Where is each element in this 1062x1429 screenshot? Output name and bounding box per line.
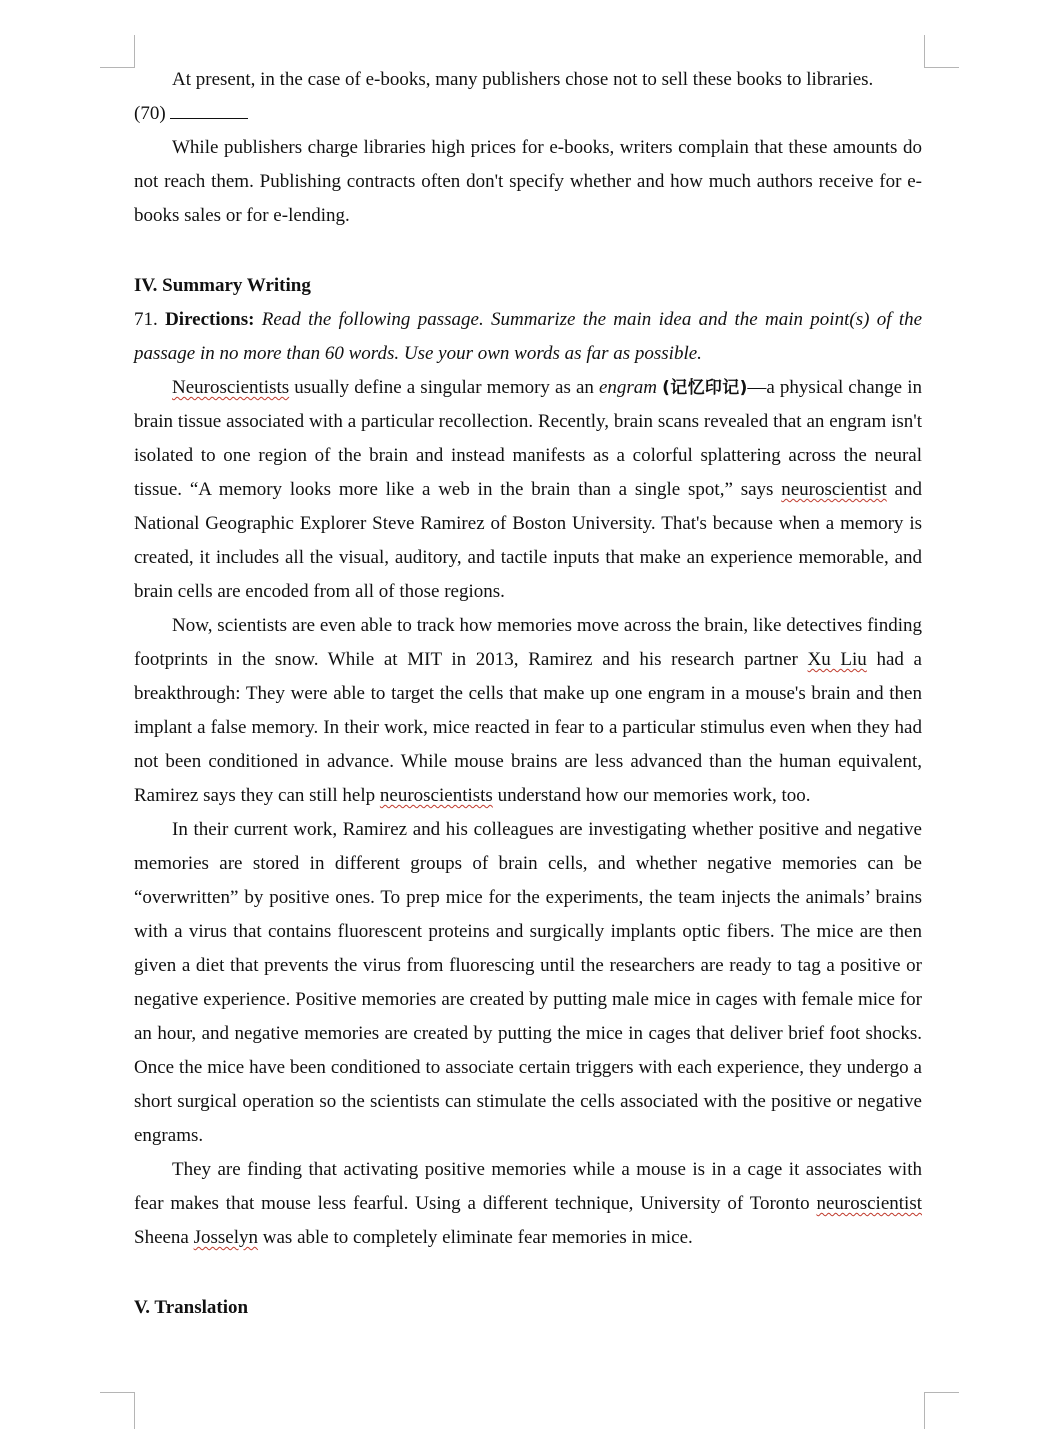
question-number: 71.	[134, 309, 158, 330]
spellcheck-word: neuroscientist	[816, 1193, 922, 1214]
page-corner-mark-top-right	[924, 35, 959, 68]
spellcheck-word: neuroscientist	[781, 479, 887, 500]
chinese-gloss: (记忆印记)	[662, 378, 748, 398]
directions-text: Read the following passage. Summarize the main idea and the main point(s) of the passage in no more than 60 words. Use your own words as far as possible.	[134, 309, 923, 364]
ebook-libraries-paragraph: At present, in the case of e-books, many publishers chose not to sell these books to libraries.	[172, 69, 874, 90]
spellcheck-word: Neuroscientists	[172, 377, 290, 398]
spellcheck-word: Josselyn	[193, 1227, 259, 1248]
page-corner-mark-bottom-right	[924, 1392, 959, 1429]
page-corner-mark-bottom-left	[100, 1392, 135, 1429]
directions-label: Directions:	[165, 309, 255, 330]
section-heading-summary-writing: IV. Summary Writing	[134, 275, 311, 296]
publishers-writers-paragraph: While publishers charge libraries high prices for e-books, writers complain that these amounts do not reach them. Publishing contracts often don't specify whether and how much authors receive for e-books sales or for e-lending.	[134, 137, 922, 226]
passage-paragraph-3: In their current work, Ramirez and his colleagues are investigating whether positive and negative memories are stored in different groups of brain cells, and whether negative memories can be “overwritten” by positive ones. To prep mice for the experiments, the team injects the animals’ brains with a virus that contains fluorescent proteins and surgically implants optic fibers. The mice are then given a diet that prevents the virus from fluorescing until the researchers are ready to tag a positive or negative experience. Positive memories are created by putting male mice in cages with female mice for an hour, and negative memories are created by putting the mice in cages that deliver brief foot shocks. Once the mice have been conditioned to associate certain triggers with each experience, they undergo a short surgical operation so the scientists can stimulate the cells associated with the positive or negative engrams.	[134, 819, 922, 1146]
spellcheck-word: neuroscientists	[379, 785, 493, 806]
spellcheck-word: Xu Liu	[807, 649, 867, 670]
section-heading-translation: V. Translation	[134, 1297, 249, 1318]
passage-paragraph-2: Now, scientists are even able to track how memories move across the brain, like detectives finding footprints in the snow. While at MIT in 2013, Ramirez and his research partner Xu Liu had a breakthrough: They were able to target the cells that make up one engram in a mouse's brain and then implant a false memory. In their work, mice reacted in fear to a particular stimulus even when they had not been conditioned in advance. While mouse brains are less advanced than the human equivalent, Ramirez says they can still help neuroscientists understand how our memories work, too.	[134, 615, 922, 806]
page-corner-mark-top-left	[100, 35, 135, 68]
question-70-line	[134, 97, 922, 131]
question-70-label: (70)	[134, 103, 166, 124]
answer-blank-70[interactable]	[170, 100, 248, 119]
directions	[134, 303, 922, 371]
passage-paragraph-1: Neuroscientists usually define a singular memory as an engram (记忆印记)—a physical change in brain tissue associated with a particular recollection. Recently, brain scans revealed that an engram isn't isolated to one region of the brain and instead manifests as a colorful splattering across the neural tissue. “A memory looks more like a web in the brain than a single spot,” says neuroscientist and National Geographic Explorer Steve Ramirez of Boston University. That's because when a memory is created, it includes all the visual, auditory, and tactile inputs that make an experience memorable, and brain cells are encoded from all of those regions.	[134, 377, 922, 602]
passage-paragraph-4: They are finding that activating positive memories while a mouse is in a cage it associates with fear makes that mouse less fearful. Using a different technique, University of Toronto neuroscientist Sheena Josselyn was able to completely eliminate fear memories in mice.	[134, 1159, 922, 1248]
document-page	[134, 63, 922, 1325]
